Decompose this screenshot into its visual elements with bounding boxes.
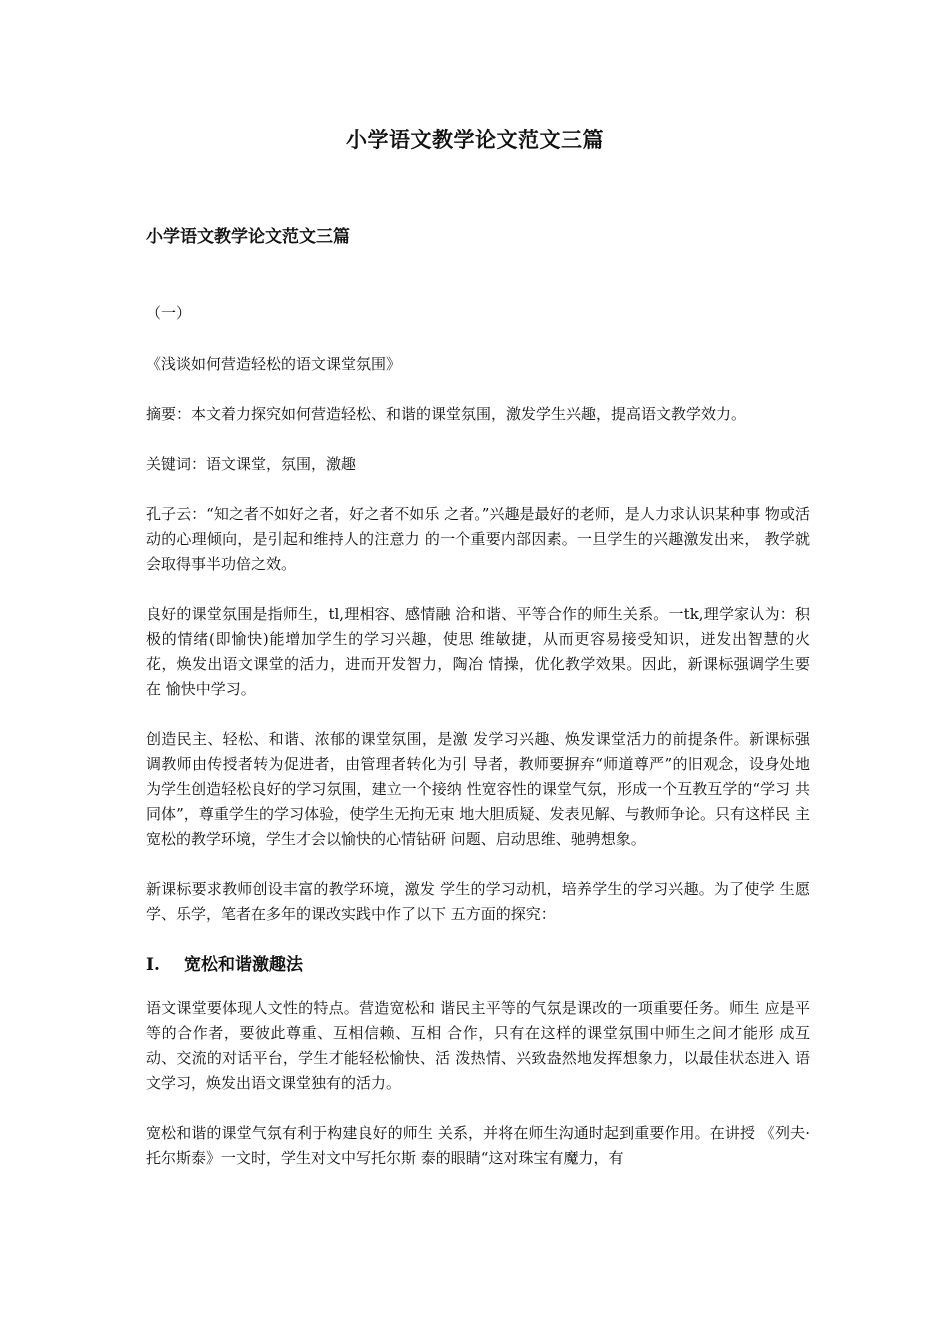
- abstract: 摘要：本文着力探究如何营造轻松、和谐的课堂氛围，激发学生兴趣，提高语文教学效力。: [146, 405, 747, 423]
- section-number: I.: [146, 955, 160, 975]
- body-paragraph: 创造民主、轻松、和谐、浓郁的课堂氛围，是激 发学习兴趣、焕发课堂活力的前提条件。新课标强 调教师由传授者转为促进者，由管理者转化为引 导者，教师要摒弃“师道尊严”的旧观念，设身处地 为学生创造轻松良好的学习氛围，建立一个接纳 性宽容性的课堂气氛，形成一个互教互学的“学习 共同体”，尊重学生的学习体验，使学生无拘无束 地大胆质疑、发表见解、与教师争论。只有这样民 主宽松的教学环境，学生才会以愉快的心情钻研 问题、启动思维、驰骋想象。: [146, 730, 810, 848]
- section-paragraph: 语文课堂要体现人文性的特点。营造宽松和 谐民主平等的气氛是课改的一项重要任务。师生 应是平等的合作者，要彼此尊重、互相信赖、互相 合作，只有在这样的课堂氛围中师生之间才能形 成互动、交流的对话平台，学生才能轻松愉快、活 泼热情、兴致盎然地发挥想象力，以最佳状态进入 语文学习，焕发出语文课堂独有的活力。: [146, 999, 810, 1092]
- document-subtitle: 小学语文教学论文范文三篇: [146, 227, 350, 247]
- document-title: 小学语文教学论文范文三篇: [346, 127, 604, 152]
- section-title: 宽松和谐激趣法: [184, 955, 303, 975]
- part-marker: （一）: [146, 304, 192, 322]
- body-paragraph: 孔子云：“知之者不如好之者，好之者不如乐 之者。”兴趣是最好的老师，是人力求认识某种事 物或活动的心理倾向，是引起和维持人的注意力 的一个重要内部因素。一旦学生的兴趣激发出来， 教学就会取得事半功倍之效。: [146, 505, 810, 573]
- section-paragraph: 宽松和谐的课堂气氛有利于构建良好的师生 关系，并将在师生沟通时起到重要作用。在讲授 《列夫·托尔斯泰》一文时，学生对文中写托尔斯 泰的眼睛“这对珠宝有魔力，有: [146, 1124, 810, 1167]
- document-body: [146, 224, 810, 1171]
- body-paragraph: 良好的课堂氛围是指师生，tl,理相容、感情融 洽和谐、平等合作的师生关系。一tk,理学家认为：积 极的情绪(即愉快)能增加学生的学习兴趣，使思 维敏捷，从而更容易接受知识，迸发出智慧的火 花，焕发出语文课堂的活力，进而开发智力，陶冶 情操，优化教学效果。因此，新课标强调学生要在 愉快中学习。: [146, 605, 810, 698]
- section-heading: [146, 952, 810, 978]
- article-title: 《浅谈如何营造轻松的语文课堂氛围》: [146, 355, 402, 373]
- keywords: 关键词：语文课堂，氛围，激趣: [146, 455, 357, 473]
- body-paragraph: 新课标要求教师创设丰富的教学环境，激发 学生的学习动机，培养学生的学习兴趣。为了使学 生愿学、乐学，笔者在多年的课改实践中作了以下 五方面的探究：: [146, 880, 810, 923]
